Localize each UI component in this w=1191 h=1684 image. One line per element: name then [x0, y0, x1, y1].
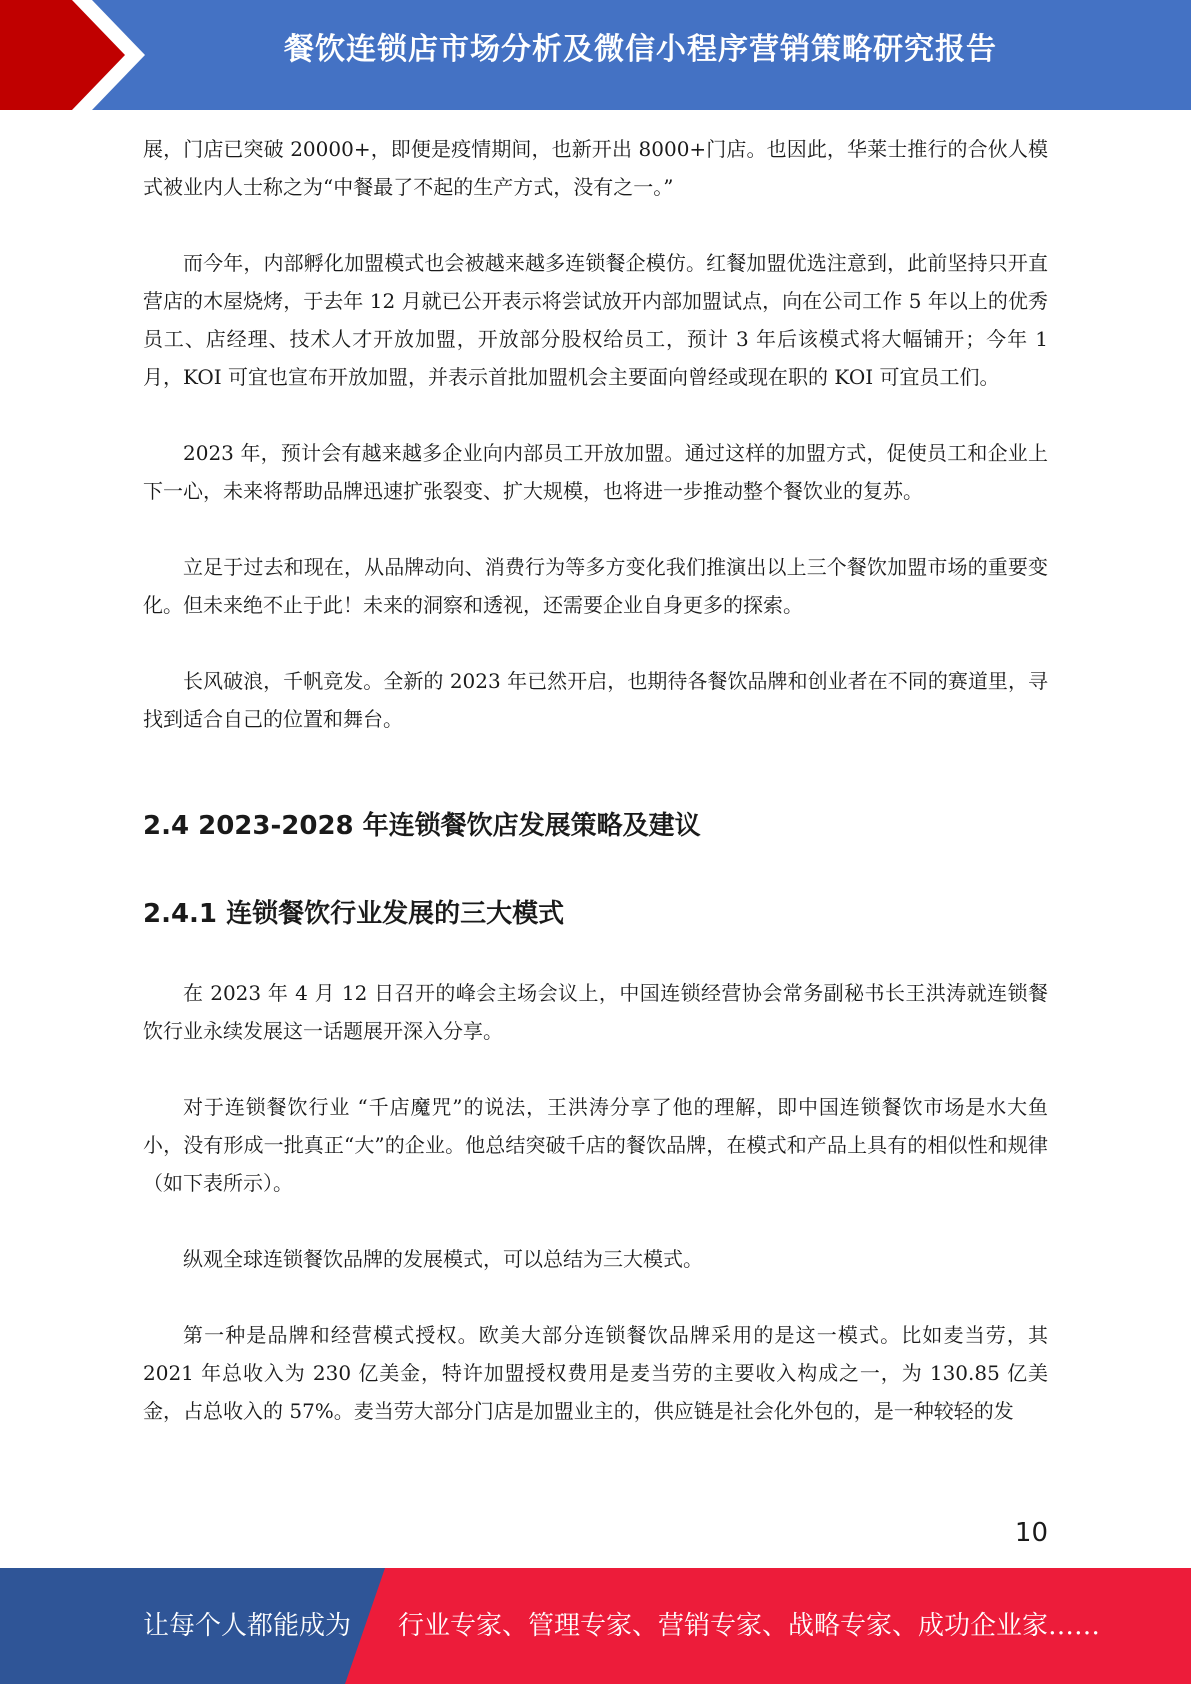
paragraph: 在 2023 年 4 月 12 日召开的峰会主场会议上，中国连锁经营协会常务副秘书长王洪涛就连锁餐饮行业永续发展这一话题展开深入分享。 [143, 981, 1048, 1043]
paragraph: 长风破浪，千帆竞发。全新的 2023 年已然开启，也期待各餐饮品牌和创业者在不同的赛道里，寻找到适合自己的位置和舞台。 [143, 669, 1048, 731]
header-arrow-decoration [0, 0, 150, 110]
paragraph: 展，门店已突破 20000+，即便是疫情期间，也新开出 8000+门店。也因此，华莱士推行的合伙人模式被业内人士称之为“中餐最了不起的生产方式，没有之一。” [143, 137, 1048, 199]
paragraph: 而今年，内部孵化加盟模式也会被越来越多连锁餐企模仿。红餐加盟优选注意到，此前坚持只开直营店的木屋烧烤，于去年 12 月就已公开表示将尝试放开内部加盟试点，向在公司工作 5 年以上的优秀员工、店经理、技术人才开放加盟，开放部分股权给员工，预计 3 年后该模式将大幅铺开；今年 1 月，KOI 可宜也宣布开放加盟，并表示首批加盟机会主要面向曾经或现在职的 KOI 可宜员工们。 [143, 251, 1048, 389]
footer-slogan: 让每个人都能成为 [143, 1611, 352, 1641]
footer-roles: 行业专家、管理专家、营销专家、战略专家、成功企业家…… [398, 1611, 1101, 1641]
paragraph: 第一种是品牌和经营模式授权。欧美大部分连锁餐饮品牌采用的是这一模式。比如麦当劳，其 2021 年总收入为 230 亿美金，特许加盟授权费用是麦当劳的主要收入构成之一，为 130.85 亿美金，占总收入的 57%。麦当劳大部分门店是加盟业主的，供应链是社会化外包的，是一种较轻的发 [143, 1323, 1048, 1423]
report-title: 餐饮连锁店市场分析及微信小程序营销策略研究报告 [284, 32, 997, 67]
document-body [143, 130, 1048, 1468]
header-banner [0, 0, 1191, 110]
section-heading: 2.4 2023-2028 年连锁餐饮店发展策略及建议 [143, 811, 701, 841]
footer-banner [0, 1568, 1191, 1684]
paragraph: 2023 年，预计会有越来越多企业向内部员工开放加盟。通过这样的加盟方式，促使员工和企业上下一心，未来将帮助品牌迅速扩张裂变、扩大规模，也将进一步推动整个餐饮业的复苏。 [143, 441, 1048, 503]
paragraph: 纵观全球连锁餐饮品牌的发展模式，可以总结为三大模式。 [183, 1247, 703, 1271]
page-number: 10 [1014, 1518, 1048, 1548]
paragraph: 立足于过去和现在，从品牌动向、消费行为等多方变化我们推演出以上三个餐饮加盟市场的重要变化。但未来绝不止于此！未来的洞察和透视，还需要企业自身更多的探索。 [143, 555, 1048, 617]
subsection-heading: 2.4.1 连锁餐饮行业发展的三大模式 [143, 899, 565, 929]
paragraph: 对于连锁餐饮行业 “千店魔咒”的说法，王洪涛分享了他的理解，即中国连锁餐饮市场是水大鱼小，没有形成一批真正“大”的企业。他总结突破千店的餐饮品牌，在模式和产品上具有的相似性和规律（如下表所示）。 [143, 1095, 1048, 1195]
